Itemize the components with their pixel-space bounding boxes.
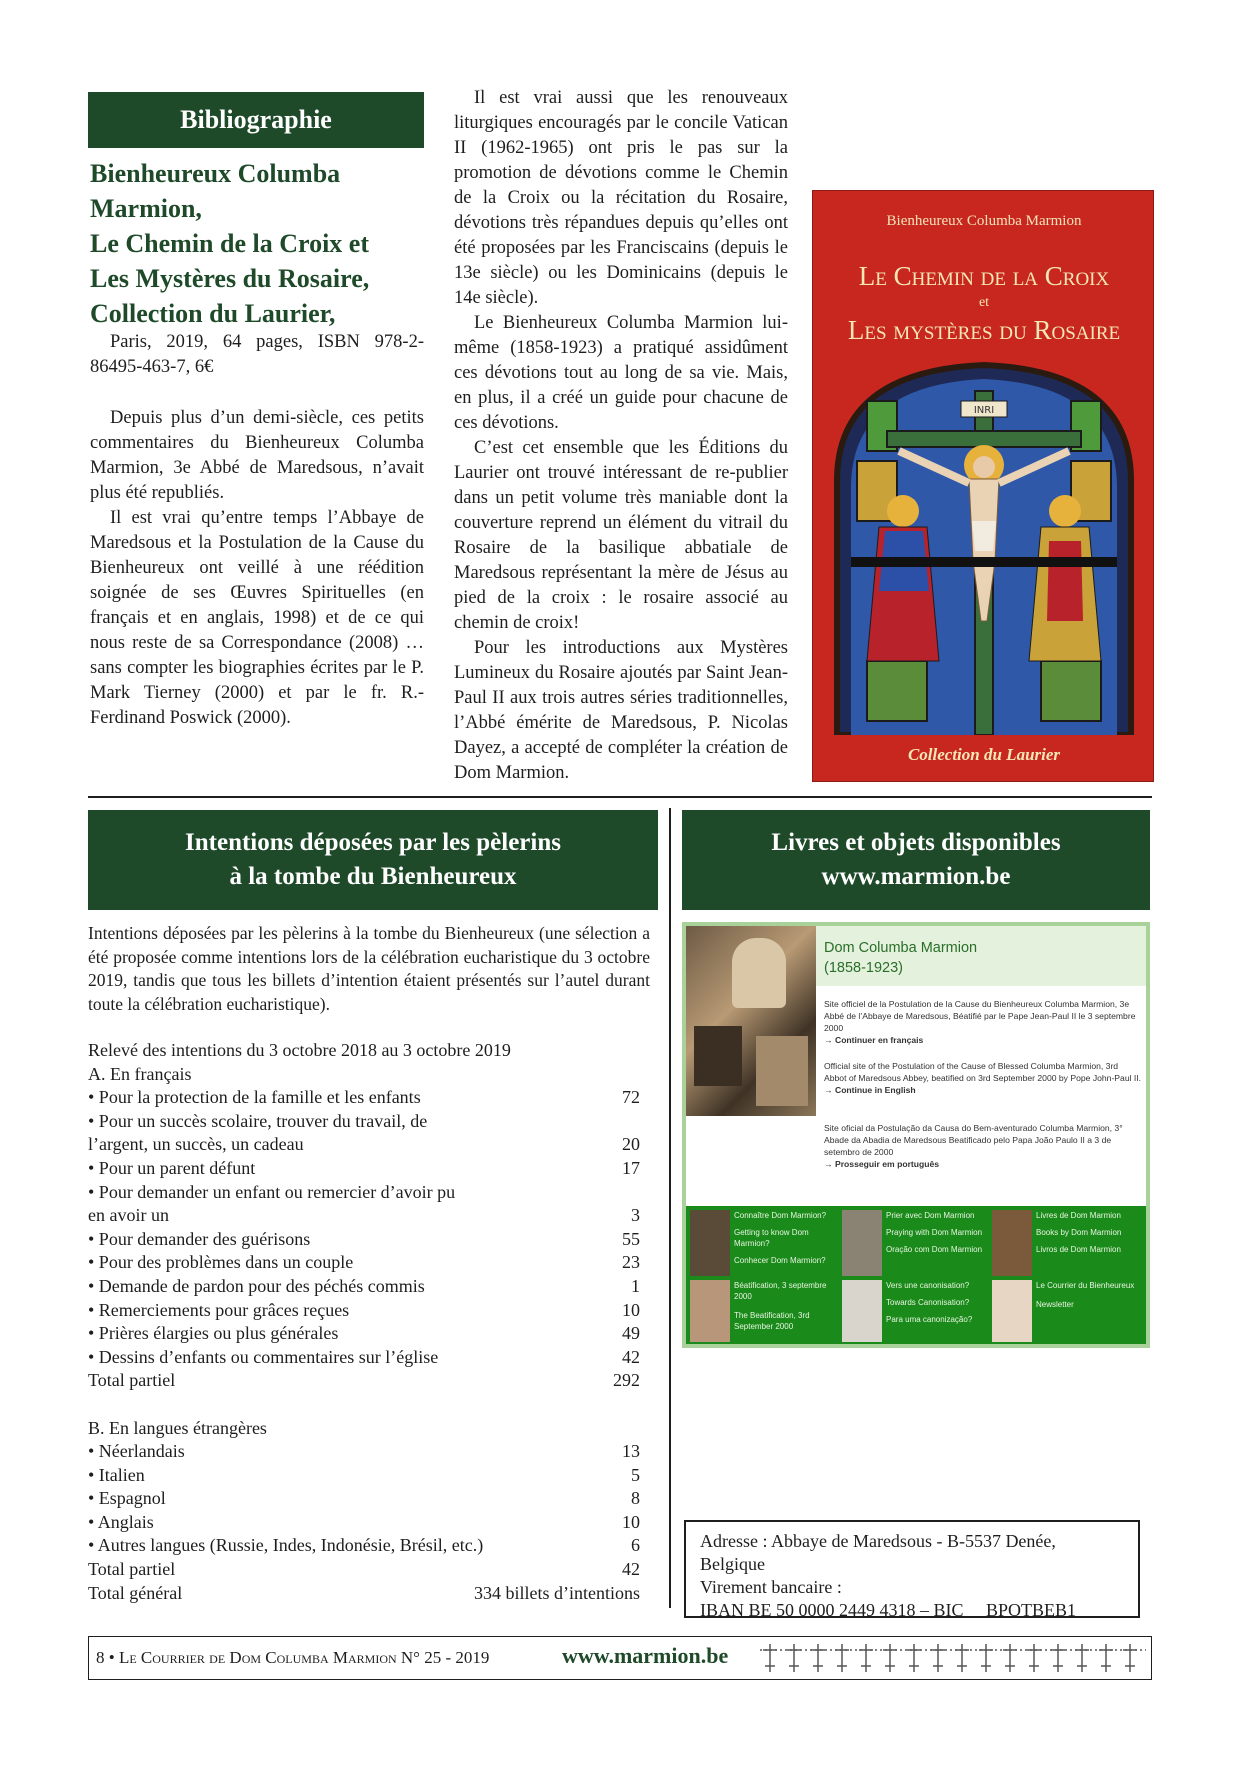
nav-cell-line: Conhecer Dom Marmion? xyxy=(734,1256,826,1265)
intention-label: l’argent, un succès, un cadeau xyxy=(88,1134,304,1155)
intention-row xyxy=(88,1157,640,1181)
cover-collection-name: Collection du Laurier xyxy=(907,745,1061,764)
intention-label: • Pour demander un enfant ou remercier d’avoir pu xyxy=(88,1181,456,1202)
book-title-line: Marmion, xyxy=(90,194,202,223)
intention-count: 10 xyxy=(622,1299,640,1320)
intention-count: 1 xyxy=(631,1275,640,1296)
svg-text:INRI: INRI xyxy=(973,405,995,416)
intention-row xyxy=(88,1181,640,1205)
intention-row xyxy=(88,1346,640,1370)
nav-cell-line: Newsletter xyxy=(1036,1300,1074,1309)
intention-row xyxy=(88,1228,640,1252)
nav-cell-line: Livres de Dom Marmion xyxy=(1036,1211,1121,1220)
intention-row xyxy=(88,1133,640,1157)
book-title xyxy=(90,156,430,331)
website-screenshot xyxy=(682,922,1150,1348)
intention-label: en avoir un xyxy=(88,1205,169,1226)
intention-label: • Demande de pardon pour des péchés commis xyxy=(88,1275,425,1296)
address-line: Adresse : Abbaye de Maredsous - B-5537 Denée, Belgique xyxy=(700,1531,1056,1574)
section-a-text: A. En français xyxy=(88,1063,192,1084)
stained-glass-window-image xyxy=(827,361,1141,735)
intention-count: 8 xyxy=(631,1488,640,1509)
collage-photo xyxy=(756,1036,808,1106)
section-a-items xyxy=(88,1086,640,1393)
intention-count: 3 xyxy=(631,1205,640,1226)
intention-row xyxy=(88,1299,640,1323)
intention-count: 42 xyxy=(622,1559,640,1580)
intentions-intro: Intentions déposées par les pèlerins à la tombe du Bienheureux (une sélection a été proposée comme intentions lors de la célébration eucharistique du 3 octobre 2019, tandis que tous les billets d’intention étaient présentés sur l’autel durant toute la célébration eucharistique). xyxy=(88,923,650,1014)
paragraph: C’est cet ensemble que les Éditions du Laurier ont trouvé intéressant de re-publier dans un petit volume très maniable dont la couverture reprend un élément du vitrail du Rosaire de la basilique abbatiale de Maredsous représentant la mère de Jésus au pied de la croix : le rosaire associé au chemin de croix! xyxy=(454,438,788,633)
nav-cell-pray[interactable] xyxy=(886,1210,986,1276)
nav-cell-line: The Beatification, 3rd September 2000 xyxy=(734,1311,810,1331)
intention-row xyxy=(88,1251,640,1275)
intention-row xyxy=(88,1487,640,1511)
footer-url[interactable]: www.marmion.be xyxy=(562,1643,729,1668)
website-pt-text: Site oficial da Postulação da Causa do Bem-aventurado Columba Marmion, 3° Abade da Abadia de Maredsous Beatificado pelo Papa João Paulo II a 3 de setembro de 2000 xyxy=(824,1123,1123,1157)
intention-label: Total général xyxy=(88,1582,183,1603)
nav-thumb-image xyxy=(992,1210,1032,1276)
intention-count: 334 billets d’intentions xyxy=(474,1582,640,1603)
intention-count: 292 xyxy=(613,1370,640,1391)
nav-cell-line: Prier avec Dom Marmion xyxy=(886,1211,975,1220)
intention-label: • Anglais xyxy=(88,1511,154,1532)
iban-line: IBAN BE 50 0000 2449 4318 – BIC BPOTBEB1 xyxy=(700,1600,1077,1620)
intention-count: 5 xyxy=(631,1464,640,1485)
paragraph: Il est vrai qu’entre temps l’Abbaye de Maredsous et la Postulation de la Cause du Bienheureux ont veillé à une réédition soignée de ses Œuvres Spirituelles (en français et en anglais, 1998) et de ce qui nous reste de sa Correspondance (2008) … sans compter les biographies écrites par le P. Mark Tierney (2000) et par le fr. R.-Ferdinand Poswick (2000). xyxy=(90,508,424,728)
intention-row xyxy=(88,1322,640,1346)
intention-count: 17 xyxy=(622,1157,640,1178)
column-divider xyxy=(669,808,671,1608)
intentions-heading-line: à la tombe du Bienheureux xyxy=(229,863,517,890)
bibliography-column-1 xyxy=(90,406,424,731)
nav-thumb-image xyxy=(690,1210,730,1276)
website-text-pt xyxy=(824,1122,1142,1170)
book-cover xyxy=(812,190,1154,782)
intention-label: • Pour un parent défunt xyxy=(88,1157,256,1178)
footer-page-info: 8 • Le Courrier de Dom Columba Marmion N° 25 - 2019 xyxy=(96,1648,490,1667)
intention-label: • Autres langues (Russie, Indes, Indonésie, Brésil, etc.) xyxy=(88,1535,484,1556)
intention-label: • Espagnol xyxy=(88,1488,166,1509)
nav-cell-beatification[interactable] xyxy=(734,1280,834,1342)
period-heading xyxy=(88,1039,640,1063)
address-box xyxy=(684,1520,1140,1618)
pub-info-text: Paris, 2019, 64 pages, ISBN 978-2-86495-463-7, 6€ xyxy=(90,332,424,377)
intention-label: • Néerlandais xyxy=(88,1441,185,1462)
nav-cell-line: Para uma canonização? xyxy=(886,1315,973,1324)
intentions-list xyxy=(88,1039,640,1605)
intention-count: 6 xyxy=(631,1535,640,1556)
book-title-line: Collection du Laurier, xyxy=(90,299,336,328)
nav-cell-line: Oração com Dom Marmion xyxy=(886,1245,983,1254)
nav-cell-line: Praying with Dom Marmion xyxy=(886,1228,983,1237)
section-b-heading xyxy=(88,1417,640,1441)
nav-thumb-image xyxy=(690,1280,730,1342)
nav-cell-books[interactable] xyxy=(1036,1210,1142,1276)
website-text-en xyxy=(824,1060,1142,1096)
nav-thumb-image xyxy=(842,1210,882,1276)
website-dates: (1858-1923) xyxy=(824,960,903,976)
nav-cell-canonisation[interactable] xyxy=(886,1280,986,1342)
cover-author: Bienheureux Columba Marmion xyxy=(886,213,1082,229)
intention-row xyxy=(88,1275,640,1299)
cover-title-2: Les mystères du Rosaire xyxy=(847,315,1121,345)
website-text-fr xyxy=(824,998,1142,1046)
intention-row xyxy=(88,1582,640,1606)
period-text: Relevé des intentions du 3 octobre 2018 au 3 octobre 2019 xyxy=(88,1040,511,1060)
intention-label: • Pour un succès scolaire, trouver du travail, de xyxy=(88,1110,428,1131)
intention-label: Total partiel xyxy=(88,1370,176,1391)
book-title-line: Bienheureux Columba xyxy=(90,159,341,188)
intention-row xyxy=(88,1558,640,1582)
intention-count: 55 xyxy=(622,1228,640,1249)
nav-cell-line: Le Courrier du Bienheureux xyxy=(1036,1281,1135,1290)
nav-cell-line: Getting to know Dom Marmion? xyxy=(734,1228,809,1248)
paragraph: Pour les introductions aux Mystères Lumineux du Rosaire ajoutés par Saint Jean-Paul II aux trois autres séries traditionnelles, l’Abbé émérite de Maredsous, P. Nicolas Dayez, a accepté de compléter la création de Dom Marmion. xyxy=(454,638,788,783)
intention-label: • Prières élargies ou plus générales xyxy=(88,1323,339,1344)
intention-label: • Pour des problèmes dans un couple xyxy=(88,1252,354,1273)
bank-label: Virement bancaire : xyxy=(700,1577,842,1597)
intention-count: 72 xyxy=(622,1087,640,1108)
intention-row xyxy=(88,1464,640,1488)
intention-row xyxy=(88,1369,640,1393)
collage-photo xyxy=(732,938,786,1008)
nav-thumb-image xyxy=(992,1280,1032,1342)
nav-cell-newsletter[interactable] xyxy=(1036,1280,1142,1342)
intention-label: • Pour la protection de la famille et les enfants xyxy=(88,1087,421,1108)
paragraph: Le Bienheureux Columba Marmion lui-même (1858-1923) a pratiqué assidûment ces dévotions tout au long de sa vie. Mais, en plus, il a créé un guide pour chacune de ces dévotions. xyxy=(454,313,788,433)
continue-french-link[interactable]: → Continuer en français xyxy=(824,1035,924,1045)
nav-cell-line: Towards Canonisation? xyxy=(886,1298,970,1307)
publication-info xyxy=(90,330,424,380)
intention-row xyxy=(88,1511,640,1535)
nav-cell-line: Vers une canonisation? xyxy=(886,1281,970,1290)
website-title: Dom Columba Marmion xyxy=(824,940,978,956)
books-heading xyxy=(682,810,1150,910)
website-fr-text: Site officiel de la Postulation de la Cause du Bienheureux Columba Marmion, 3e Abbé de l’Abbaye de Maredsous, Béatifié par le Pape Jean-Paul II le 3 septembre 2000 xyxy=(824,999,1136,1033)
decorative-cross-border xyxy=(760,1640,1146,1676)
cover-title-1: Le Chemin de la Croix xyxy=(858,261,1110,291)
section-b-text: B. En langues étrangères xyxy=(88,1417,267,1438)
intention-count: 20 xyxy=(622,1134,640,1155)
nav-cell-line: Livros de Dom Marmion xyxy=(1036,1245,1121,1254)
paragraph: Il est vrai aussi que les renouveaux liturgiques encouragés par le concile Vatican II (1962-1965) ont pris le pas sur la promotion de dévotions comme le Chemin de la Croix ou la récitation du Rosaire, dévotions très répandues depuis qu’elles ont été proposées par les Franciscains (depuis le 13e siècle) ou les Dominicains (depuis le 14e siècle). xyxy=(454,88,788,308)
continue-english-link[interactable]: → Continue in English xyxy=(824,1085,916,1095)
nav-cell-know[interactable] xyxy=(734,1210,834,1276)
section-divider xyxy=(88,796,1152,798)
intention-row xyxy=(88,1110,640,1134)
section-a-heading xyxy=(88,1063,640,1087)
intention-row xyxy=(88,1440,640,1464)
books-heading-line: Livres et objets disponibles xyxy=(771,829,1061,856)
intention-count: 10 xyxy=(622,1511,640,1532)
intention-count: 49 xyxy=(622,1323,640,1344)
intention-row xyxy=(88,1086,640,1110)
intention-label: • Pour demander des guérisons xyxy=(88,1228,311,1249)
section-b-items xyxy=(88,1440,640,1605)
bibliography-column-2 xyxy=(454,86,788,786)
spacer xyxy=(88,1393,640,1417)
celtic-cross-image xyxy=(842,1280,882,1342)
nav-cell-line: Béatification, 3 septembre 2000 xyxy=(734,1281,827,1301)
intention-label: • Remerciements pour grâces reçues xyxy=(88,1299,350,1320)
cover-title-et: et xyxy=(978,295,990,310)
website-header-band xyxy=(816,926,1150,986)
collage-photo xyxy=(694,1026,742,1086)
bibliography-heading: Bibliographie xyxy=(88,92,424,148)
nav-cell-line: Connaître Dom Marmion? xyxy=(734,1211,827,1220)
paragraph: Depuis plus d’un demi-siècle, ces petits commentaires du Bienheureux Columba Marmion, 3e Abbé de Maredsous, n’avait plus été republiés. xyxy=(90,408,424,503)
nav-cell-line: Books by Dom Marmion xyxy=(1036,1228,1122,1237)
intention-row xyxy=(88,1534,640,1558)
website-en-text: Official site of the Postulation of the Cause of Blessed Columba Marmion, 3rd Abbot of Maredsous Abbey, beatified on 3rd September 2000 by Pope John-Paul II. xyxy=(824,1061,1142,1083)
intention-label: • Dessins d’enfants ou commentaires sur l’église xyxy=(88,1346,439,1367)
intentions-heading-line: Intentions déposées par les pèlerins xyxy=(185,829,561,856)
intention-row xyxy=(88,1204,640,1228)
books-heading-line: www.marmion.be xyxy=(821,863,1011,890)
intention-label: • Italien xyxy=(88,1464,145,1485)
intention-count: 42 xyxy=(622,1346,640,1367)
intention-label: Total partiel xyxy=(88,1559,176,1580)
intention-count: 23 xyxy=(622,1252,640,1273)
book-title-line: Le Chemin de la Croix et xyxy=(90,229,369,258)
intentions-heading xyxy=(88,810,658,910)
book-title-line: Les Mystères du Rosaire, xyxy=(90,264,370,293)
intention-count: 13 xyxy=(622,1441,640,1462)
continue-portuguese-link[interactable]: → Prosseguir em português xyxy=(824,1159,940,1169)
